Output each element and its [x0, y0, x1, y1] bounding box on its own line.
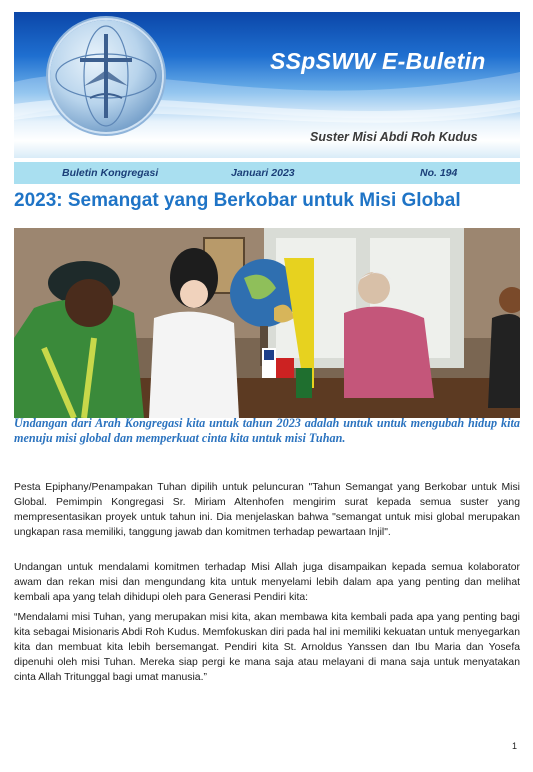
- photo-icon: [14, 228, 520, 418]
- photo-caption: Undangan dari Arah Kongregasi kita untuk tahun 2023 adalah untuk untuk mengubah hidup kita menuju misi global dan memperkuat cinta kita untuk misi Tuhan.: [14, 416, 520, 445]
- issue-info-bar: [14, 162, 520, 184]
- issue-number: No. 194: [420, 167, 458, 179]
- article-paragraph: Undangan untuk mendalami komitmen terhadap Misi Allah juga disampaikan kepada semua kolaborator awam dan rekan misi dan mengundang kita untuk menyelami lebih dalam apa yang penting dan melihat kembali apa yang telah dihidupi oleh para Generasi Pendiri kita:: [14, 562, 520, 603]
- page-number: 1: [512, 741, 518, 751]
- issue-date: Januari 2023: [231, 167, 295, 179]
- brand-title: SSpSWW E-Buletin: [270, 48, 486, 74]
- article-headline: 2023: Semangat yang Berkobar untuk Misi Global: [14, 190, 461, 211]
- header-banner: [14, 12, 520, 158]
- issue-label: Buletin Kongregasi: [62, 167, 159, 179]
- congregation-emblem-icon: [50, 20, 162, 132]
- brand-subtitle: Suster Misi Abdi Roh Kudus: [310, 130, 478, 144]
- article-paragraph: Pesta Epiphany/Penampakan Tuhan dipilih untuk peluncuran "Tahun Semangat yang Berkobar untuk Misi Global. Pemimpin Kongregasi Sr. Miriam Altenhofen mengirim surat kepada semua suster yang mempresentasikan proyek untuk tahun ini. Dia menjelaskan bahwa "semangat untuk misi global merupakan ungkapan rasa memiliki, tanggung jawab dan komitmen terhadap pewartaan Injil".: [14, 482, 520, 538]
- article-photo: [14, 228, 520, 418]
- article-paragraph: “Mendalami misi Tuhan, yang merupakan misi kita, akan membawa kita kembali pada apa yang penting bagi kita sebagai Misionaris Abdi Roh Kudus. Memfokuskan diri pada hal ini memiliki kekuatan untuk menyegarkan kita dan membuat kita lebih bersemangat. Pendiri kita St. Arnoldus Yanssen dan Ibu Maria dan Yosefa dipenuhi oleh misi Tuhan. Mereka siap pergi ke mana saja atau melayani di mana saja untuk menyatakan cinta Allah Tritunggal bagi umat manusia.”: [14, 612, 520, 683]
